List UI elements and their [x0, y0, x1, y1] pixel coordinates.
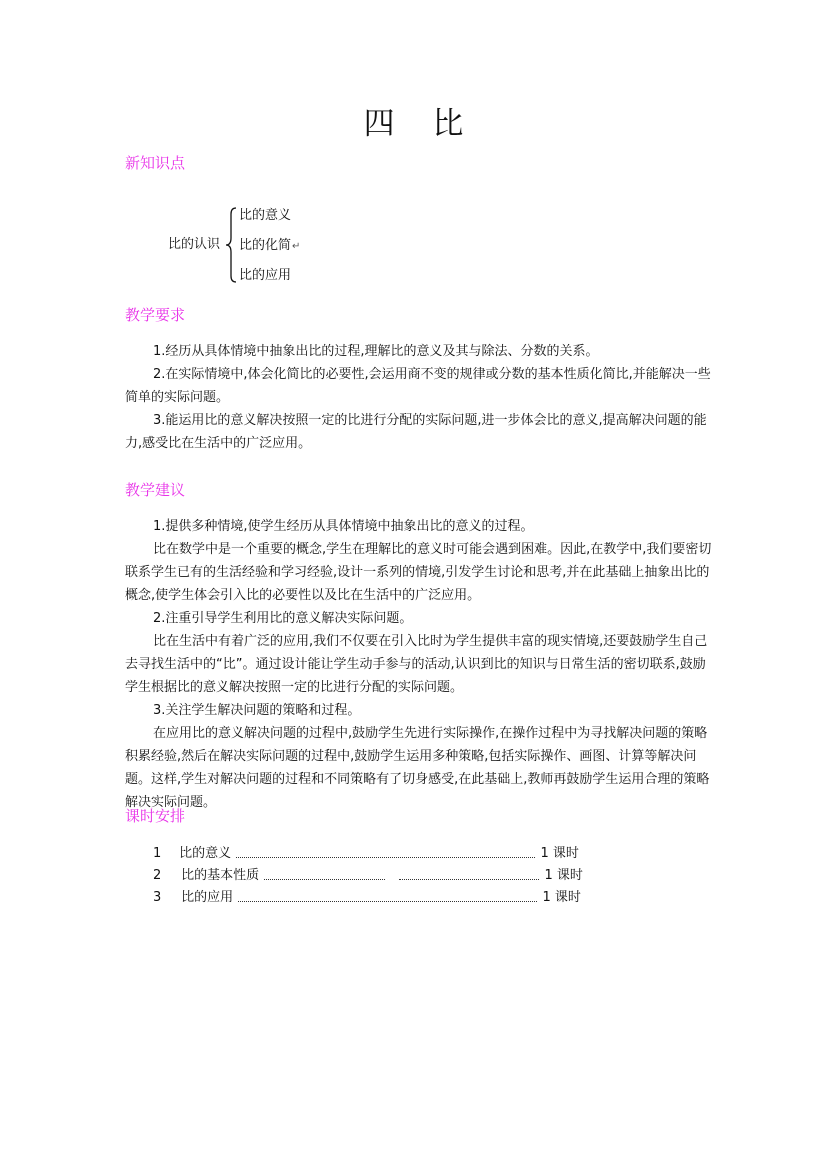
page-title: 四 比 [363, 106, 478, 142]
dot-leader [238, 887, 537, 902]
paragraph-mark-icon: ↵ [292, 241, 301, 252]
requirements-paragraph: 3.能运用比的意义解决按照一定的比进行分配的实际问题,进一步体会比的意义,提高解决问题的能力,感受比在生活中的广泛应用。 [125, 413, 707, 451]
schedule-row-hours: 1 课时 [540, 846, 579, 861]
section-heading-suggestions: 教学建议 [125, 481, 186, 499]
schedule-row-number: 3 [153, 890, 162, 905]
requirements-paragraph: 1.经历从具体情境中抽象出比的过程,理解比的意义及其与除法、分数的关系。 [153, 344, 599, 359]
curly-brace-icon [224, 206, 238, 284]
schedule-row-number: 2 [153, 868, 162, 883]
schedule-row [153, 843, 593, 865]
requirements-paragraph: 2.在实际情境中,体会化简比的必要性,会运用商不变的规律或分数的基本性质化简比,并能解决一些简单的实际问题。 [125, 367, 711, 405]
schedule-row [153, 865, 593, 887]
schedule-row-topic: 比的基本性质 [181, 868, 260, 883]
suggestions-paragraph: 1.提供多种情境,使学生经历从具体情境中抽象出比的意义的过程。 [153, 519, 534, 534]
schedule-row-topic: 比的意义 [179, 846, 232, 861]
dot-leader [236, 843, 535, 858]
section-heading-requirements: 教学要求 [125, 306, 186, 324]
suggestions-paragraph: 比在数学中是一个重要的概念,学生在理解比的意义时可能会遇到困难。因此,在教学中,我们要密切联系学生已有的生活经验和学习经验,设计一系列的情境,引发学生讨论和思考,并在此基础上抽象出比的概念,使学生体会引入比的必要性以及比在生活中的广泛应用。 [125, 542, 712, 603]
schedule-row-hours: 1 课时 [542, 890, 581, 905]
suggestions-paragraph: 比在生活中有着广泛的应用,我们不仅要在引入比时为学生提供丰富的现实情境,还要鼓励学生自己去寻找生活中的“比”。通过设计能让学生动手参与的活动,认识到比的知识与日常生活的密切联系,鼓励学生根据比的意义解决按照一定的比进行分配的实际问题。 [125, 634, 708, 695]
suggestions-paragraph: 在应用比的意义解决问题的过程中,鼓励学生先进行实际操作,在操作过程中为寻找解决问题的策略积累经验,然后在解决实际问题的过程中,鼓励学生运用多种策略,包括实际操作、画图、计算等解决问题。这样,学生对解决问题的过程和不同策略有了切身感受,在此基础上,教师再鼓励学生运用合理的策略解决实际问题。 [125, 726, 710, 810]
suggestions-body [125, 515, 717, 814]
requirements-body [125, 340, 717, 455]
knowledge-tree-item: 比的化简 [239, 238, 292, 253]
knowledge-tree-root: 比的认识 [168, 237, 221, 252]
schedule-row-hours: 1 课时 [544, 868, 583, 883]
dot-leader [264, 865, 385, 880]
knowledge-tree-item: 比的意义 [239, 208, 292, 223]
suggestions-paragraph: 2.注重引导学生利用比的意义解决实际问题。 [153, 611, 413, 626]
section-heading-new-knowledge: 新知识点 [125, 154, 186, 172]
schedule-row-number: 1 [153, 846, 162, 861]
knowledge-tree-item: 比的应用 [239, 268, 292, 283]
schedule-row [153, 887, 593, 909]
knowledge-tree-item-row [239, 237, 300, 256]
dot-leader [399, 865, 539, 880]
suggestions-paragraph: 3.关注学生解决问题的策略和过程。 [153, 703, 361, 718]
schedule-row-topic: 比的应用 [181, 890, 234, 905]
section-heading-schedule: 课时安排 [125, 807, 186, 825]
schedule-list [153, 843, 593, 909]
